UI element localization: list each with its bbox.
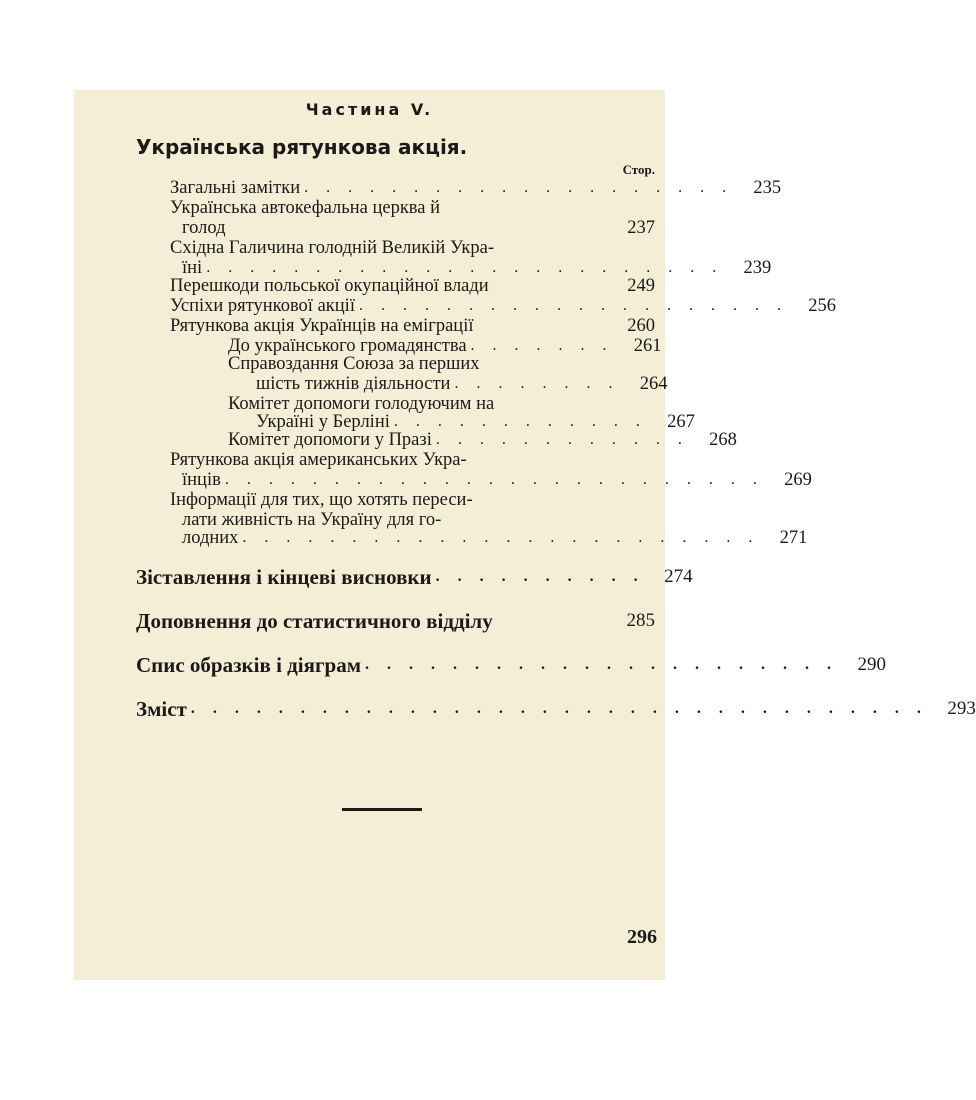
- toc-entry-title-cont: голод: [182, 218, 226, 238]
- dot-leader: . . . . . . . . . . . . . . . . . . . . . .: [365, 656, 839, 673]
- toc-entry-title-cont: шість тижнів діяльности: [256, 374, 451, 394]
- toc-entry-title-cont: Україні у Берліні: [256, 412, 390, 432]
- toc-entry-title: Перешкоди польської окупаційної влади: [170, 276, 489, 296]
- dot-leader: . . . . . . . . . . . . . . . . . . . .: [358, 297, 788, 314]
- dot-leader: . . . . . . . . . .: [435, 568, 645, 585]
- dot-leader: . . . . . . .: [470, 337, 614, 354]
- toc-entry: [228, 336, 662, 356]
- toc-entry: [182, 258, 772, 278]
- toc-entry: [256, 374, 668, 394]
- toc-entry: [182, 218, 655, 238]
- toc-entry-title: Доповнення до статистичного відділу: [136, 609, 493, 633]
- toc-entry-title: Інформації для тих, що хотять переси-: [170, 490, 473, 510]
- toc-entry-title: До українського громадянства: [228, 336, 467, 356]
- toc-entry-line: [228, 354, 599, 374]
- toc-entry-title: Українська автокефальна церква й: [170, 198, 441, 218]
- toc-entry: [228, 430, 737, 450]
- toc-entry-page: 249: [627, 276, 655, 296]
- toc-entry-page: 274: [664, 566, 693, 587]
- toc-entry-title: Комітет допомоги у Празі: [228, 430, 432, 450]
- toc-entry-line: [170, 450, 599, 470]
- dot-leader: . . . . . . . .: [454, 375, 620, 392]
- toc-entry-title: Рятункова акція Українців на еміграції: [170, 316, 474, 336]
- toc-entry: [170, 276, 655, 296]
- toc-entry-line: [182, 510, 599, 530]
- toc-entry-page: 285: [626, 610, 655, 631]
- toc-entry-title-cont: їнців: [182, 470, 221, 490]
- toc-entry-page: 235: [753, 178, 782, 198]
- toc-entry-line: [170, 238, 599, 258]
- toc-entry: [170, 296, 836, 316]
- toc-entry-page: 293: [947, 698, 976, 719]
- dot-leader: . . . . . . . . . . . . . . . . . . . .: [304, 179, 734, 196]
- dot-leader: . . . . . . . . . . . .: [393, 413, 647, 430]
- toc-entry-title: Спис образків і діяграм: [136, 653, 362, 677]
- section-divider-rule: [342, 808, 422, 811]
- toc-entry-page: 260: [627, 316, 655, 336]
- dot-leader: . . . . . . . . . . . . . . . . . . . . . . . .: [242, 529, 760, 546]
- toc-entry-title: Загальні замітки: [170, 178, 301, 198]
- dot-leader: . . . . . . . . . . . . . . . . . . . . . . . . . . . . . . . . . .: [190, 700, 928, 717]
- toc-entry-page: 290: [857, 654, 887, 675]
- dot-leader: . . . . . . . . . . . . . . . . . . . . . . . . .: [224, 471, 764, 488]
- dot-leader: . . . . . . . . . . . .: [435, 431, 689, 448]
- toc-entry: [182, 528, 808, 548]
- toc-entry-page: 261: [633, 336, 662, 356]
- toc-entry-page: 237: [627, 218, 655, 238]
- toc-entry-page: 271: [779, 528, 808, 548]
- toc-entry-title: Зіставлення і кінцеві висновки: [136, 565, 432, 589]
- toc-entry: [256, 412, 695, 432]
- toc-entry-title-cont: лати живність на Україну для го-: [182, 510, 442, 530]
- toc-entry-title: Успіхи рятункової акції: [170, 296, 355, 316]
- toc-entry-page: 256: [808, 296, 836, 316]
- document-page: [74, 90, 976, 980]
- toc-entry-page: 239: [743, 258, 772, 278]
- toc-entry-major: [136, 696, 976, 722]
- dot-leader: . . . . . . . . . . . . . . . . . . . . . . . .: [206, 259, 724, 276]
- toc-entry: [170, 316, 655, 336]
- toc-entry-page: 269: [784, 470, 812, 490]
- toc-entry-page: 264: [639, 374, 668, 394]
- toc-entry: [182, 470, 812, 490]
- toc-entry-title: Рятункова акція американських Укра-: [170, 450, 467, 470]
- toc-entry-major: [136, 564, 693, 590]
- toc-entry-title-cont: лодних: [182, 528, 239, 548]
- toc-entry-line: [228, 394, 599, 414]
- toc-entry: [170, 178, 782, 198]
- toc-entry-page: 267: [667, 412, 695, 432]
- toc-entry-title: Комітет допомоги голодуючим на: [228, 394, 495, 414]
- toc-entry-line: [170, 490, 599, 510]
- toc-entry-major: [136, 652, 887, 678]
- page-column-header: Стор.: [622, 162, 655, 177]
- part-title: Частина V.: [305, 100, 434, 119]
- page-number: 296: [627, 926, 657, 948]
- toc-entry-title: Східна Галичина голодній Великій Укра-: [170, 238, 495, 258]
- toc-entry-title: Зміст: [136, 697, 187, 721]
- toc-entry-title-cont: їні: [182, 258, 203, 278]
- section-title: Українська рятункова акція.: [136, 135, 468, 159]
- toc-entry-line: [170, 198, 603, 218]
- toc-entry-title: Справоздання Союза за перших: [228, 354, 480, 374]
- toc-entry-page: 268: [709, 430, 737, 450]
- toc-entry-major: [136, 608, 655, 634]
